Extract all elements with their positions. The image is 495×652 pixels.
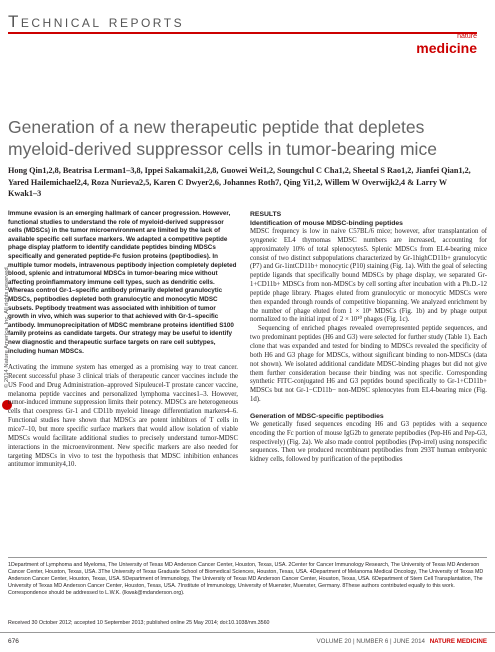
logo-nature: nature	[457, 33, 477, 40]
left-column	[8, 210, 238, 470]
journal-name: NATURE MEDICINE	[429, 638, 487, 645]
page-header	[0, 0, 495, 56]
footer-rule	[0, 632, 495, 633]
subsection-heading-1: Identification of mouse MDSC-binding peptides	[250, 220, 403, 227]
results-heading: RESULTS	[250, 211, 282, 218]
affiliation-footnotes: 1Department of Lymphoma and Myeloma, The University of Texas MD Anderson Cancer Center, Houston, Texas, USA. 2Center for Cancer Immunology Research, The University of Texas MD Anderson Cancer Center, Houston, Texas, USA. 3The University of Texas Graduate School of Biomedical Sciences, Houston, Texas, USA. 4Department of Melanoma Medical Oncology, The University of Texas MD Anderson Cancer Center, Houston, Texas, USA. 5Department of Immunology, The University of Texas MD Anderson Cancer Center, Houston, Texas, USA. 6Department of Stem Cell Transplantation, The University of Texas MD Anderson Cancer Center, Houston, Texas, USA. 7Institute of Immunology, University of Muenster, Muenster, Germany. 8These authors contributed equally to this work. Correspondence should be addressed to L.W.K. (lkwak@mdanderson.org).	[8, 557, 487, 597]
intro-paragraph: Activating the immune system has emerged as a promising way to treat cancer. Recent successful phase 3 clinical trials of therapeutic cancer vaccines include the US Food and Drug Administration–approved Sipuleucel-T prostate cancer vaccine, melanoma peptide vaccines and personalized lymphoma vaccines1–3. However, tumor-induced immune suppression limits their potency. MDSCs are heterogeneous cells that coexpress Gr-1 and CD11b myeloid lineage differentiation markers4–6. Functional studies have shown that MDSCs are potent inhibitors of T cells in mice7–10, but more specific surface markers that would allow isolation of viable MDSCs would facilitate additional studies to precisely understand tumor-MDSC interactions in the microenvironment. New specific markers are also needed for targeting MDSCs in vivo to test the hypothesis that MDSC inhibition enhances antitumor immunity4,10.	[8, 364, 238, 469]
results-paragraph-2: Sequencing of enriched phages revealed overrepresented peptide sequences, and two predominant peptides (H6 and G3) were selected for further study (Table 1). Each clone that was expanded and tested for binding to MDSCs revealed the specificity of both H6 and G3 phage for MDSCs, without significant binding to non-MDSCs (data not shown). We isolated additional candidate MDSC-binding phages but did not give them further consideration because their binding was not specific. Corresponding synthetic FITC-conjugated H6 and G3 peptides bound specifically to Gr-1+CD11b+ MDSCs but not Gr-1−CD11b− non-MDSC splenocytes from EL4-bearing mice (Fig. 1d).	[250, 325, 487, 404]
subsection-heading-2: Generation of MDSC-specific peptibodies	[250, 412, 384, 420]
right-column	[250, 210, 487, 465]
abstract: Immune evasion is an emerging hallmark of cancer progression. However, functional studies to understand the role of myeloid-derived suppressor cells (MDSCs) in the tumor microenvironment are limited by the lack of available specific cell surface markers. We adapted a competitive peptide phage display platform to identify candidate peptides binding MDSCs specifically and generated peptide-Fc fusion proteins (peptibodies). In multiple tumor models, intravenous peptibody injection completely depleted blood, splenic and intratumoral MDSCs in tumor-bearing mice without affecting proinflammatory immune cell types, such as dendritic cells. Whereas control Gr-1–specific antibody primarily depleted granulocytic MDSCs, peptibodies depleted both granulocytic and monocytic MDSC subsets. Peptibody treatment was associated with inhibition of tumor growth in vivo, which was superior to that achieved with Gr-1–specific antibody. Immunoprecipitation of MDSC membrane proteins identified S100 family proteins as candidate targets. Our strategy may be useful to identify new diagnostic and therapeutic surface targets on rare cell subtypes, including human MDSCs.	[8, 210, 237, 355]
issue-info: VOLUME 20 | NUMBER 6 | JUNE 2014	[316, 638, 425, 645]
received-dates: Received 30 October 2012; accepted 10 September 2013; published online 25 May 2014; doi:10.1038/nm.3560	[8, 620, 270, 626]
journal-logo	[416, 33, 477, 58]
copyright-notice: © 2014 Nature America, Inc. All rights reserved.	[4, 265, 10, 388]
author-list: Hong Qin1,2,8, Beatrisa Lerman1–3,8, Ippei Sakamaki1,2,8, Guowei Wei1,2, Soungchul C Cha1,2, Sheetal S Rao1,2, Jianfei Qian1,2, Yared Hailemichael2,4, Roza Nurieva2,5, Karen C Dwyer2,6, Johannes Roth7, Qing Yi1,2, Willem W Overwijk2,4 & Larry W Kwak1–3	[8, 166, 471, 198]
results-paragraph-1: MDSC frequency is low in naive C57BL/6 mice; however, after transplantation of syngeneic EL4 thymomas MDSC numbers are increased, accounting for approximately 10% of total splenocytes5. Splenic MDSCs from EL4-bearing mice consist of two distinct subpopulations characterized by Gr-1highCD11b+ granulocytic (P7) and Gr-1intCD11b+ monocytic (P10) staining (Fig. 1a). With the goal of selecting peptide ligands that specifically bound MDSCs by phage display, we separated Gr-1+CD11b+ MDSCs from non-MDSCs by cell sorting after incubation with a Ph.D.-12 peptide phage library. Phages eluted from granulocytic or monocytic MDSCs were then expanded through rounds of competitive biopanning. We analyzed enrichment by the number of phage eluted from 1 × 10⁶ MDSCs (Fig. 1b) and by phage output normalized to the initial input of 2 × 10¹⁰ phages (Fig. 1c).	[250, 228, 487, 324]
article-title: Generation of a new therapeutic peptide that depletes myeloid-derived suppressor cells in tumor-bearing mice	[8, 117, 437, 159]
page-number: 676	[8, 638, 19, 645]
results-paragraph-3: We genetically fused sequences encoding H6 and G3 peptides with a sequence encoding the Fc portion of mouse IgG2b to generate peptibodies (Pep-H6 and Pep-G3, respectively) (Fig. 2a). We also made control peptibodies (Pep-irrel) using nonspecific sequences. Then we produced recombinant peptibodies from 293T human embryonic kidney cells, followed by purification of the peptibodies	[250, 420, 487, 464]
header-rule	[8, 32, 477, 34]
section-label: Technical reports	[8, 12, 185, 31]
logo-medicine: medicine	[416, 40, 477, 56]
